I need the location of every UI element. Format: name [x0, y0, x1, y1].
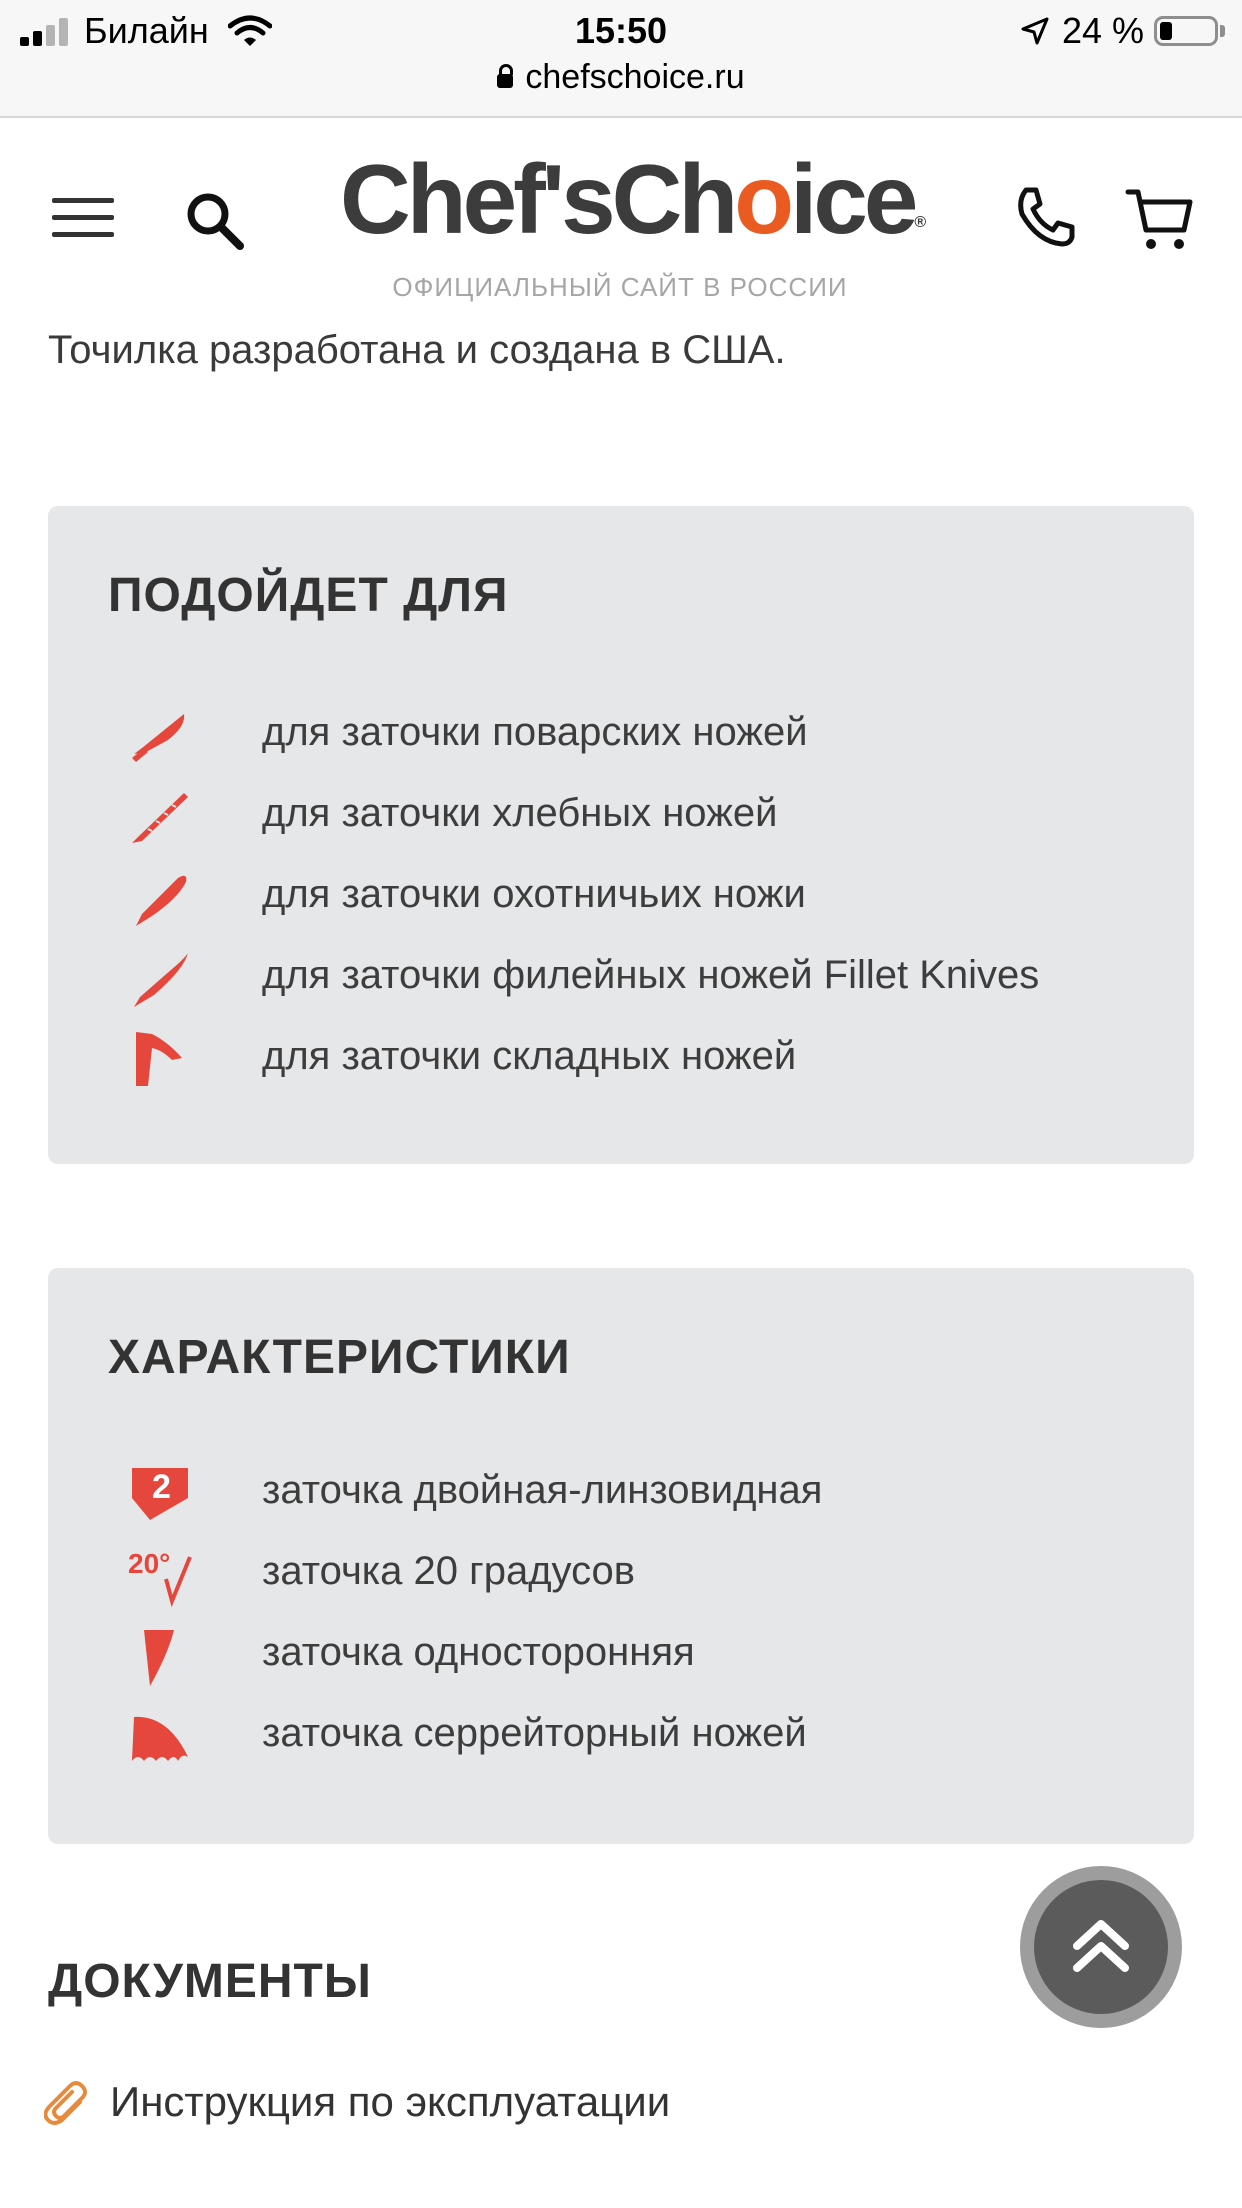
logo-wordmark: Chef'sChoice® [340, 144, 923, 254]
site-header [0, 118, 1242, 308]
search-icon[interactable] [182, 188, 248, 254]
clock: 15:50 [574, 10, 668, 51]
double-edge-icon [128, 1462, 192, 1526]
specs-card: ХАРАКТЕРИСТИКИ 2 заточка двойная-линзовидная 20° заточка 20 градусов заточка односторонняя заточка серрейторный ножей [48, 1268, 1194, 1844]
paperclip-icon [44, 2078, 88, 2126]
manual-link-label: Инструкция по эксплуатации [110, 2078, 671, 2125]
cart-icon[interactable] [1124, 184, 1196, 256]
serrated-icon [128, 1705, 192, 1769]
manual-link[interactable] [44, 2074, 744, 2130]
battery-icon [1154, 16, 1218, 46]
lock-icon [497, 74, 513, 88]
menu-icon[interactable] [52, 198, 114, 238]
url-text: chefschoice.ru [525, 58, 745, 96]
battery-percent: 24 % [1062, 10, 1145, 51]
suitable-title: ПОДОЙДЕТ ДЛЯ [108, 569, 509, 622]
suitable-card: ПОДОЙДЕТ ДЛЯ для заточки поварских ножей для заточки хлебных ножей для заточки охотничьих ножи для заточки филейных ножей Fillet Knives для заточки складных ножей [48, 506, 1194, 1164]
location-arrow-icon [1020, 16, 1050, 46]
svg-text:2: 2 [152, 1468, 171, 1506]
logo[interactable] [340, 144, 923, 302]
svg-text:20°: 20° [128, 1548, 171, 1579]
hunting-knife-icon [128, 866, 192, 930]
bread-knife-icon [128, 785, 192, 849]
angle-20-icon [128, 1543, 192, 1607]
intro-text: Точилка разработана и создана в США. [48, 328, 786, 372]
status-bar [0, 0, 1242, 118]
carrier-name: Билайн [84, 10, 209, 51]
fillet-knife-icon [128, 947, 192, 1011]
single-side-icon [128, 1624, 192, 1688]
chef-knife-icon [128, 704, 192, 768]
documents-title: ДОКУМЕНТЫ [48, 1955, 372, 2008]
phone-icon[interactable] [1012, 184, 1078, 250]
scroll-to-top-button[interactable] [1020, 1866, 1182, 2028]
logo-tagline: ОФИЦИАЛЬНЫЙ САЙТ В РОССИИ [392, 272, 848, 302]
double-chevron-up-icon [1060, 1906, 1142, 1988]
specs-title: ХАРАКТЕРИСТИКИ [108, 1331, 571, 1384]
address-bar[interactable] [0, 58, 1242, 97]
folding-knife-icon [128, 1028, 192, 1092]
